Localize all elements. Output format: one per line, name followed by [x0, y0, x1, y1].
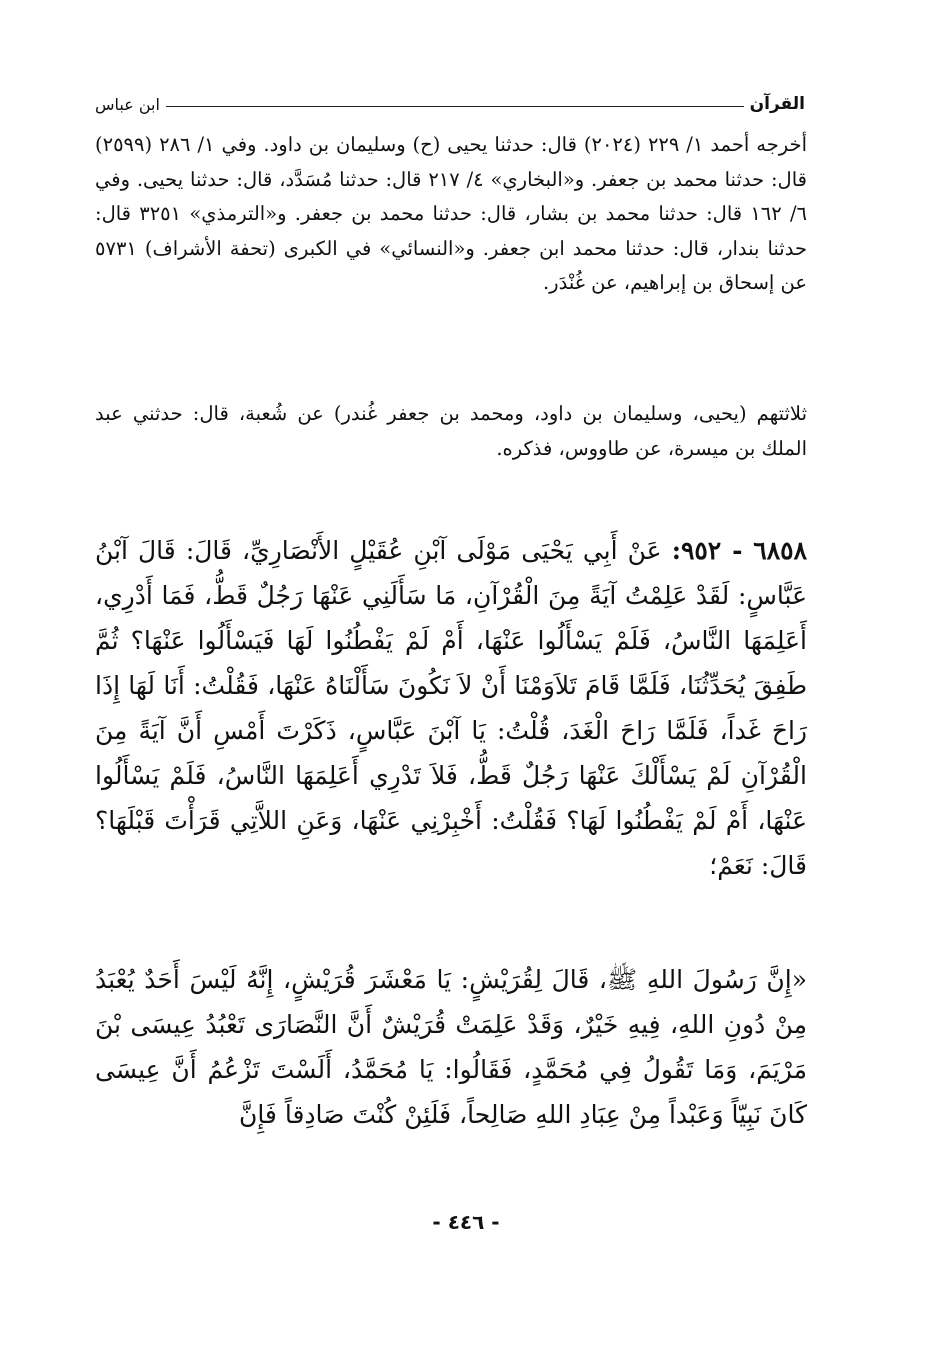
- section-title: القرآن: [749, 94, 805, 114]
- subject-title: ابن عباس: [95, 95, 160, 114]
- source-note-paragraph: ثلاثتهم (يحيى، وسليمان بن داود، ومحمد بن جعفر غُندر) عن شُعبة، قال: حدثني عبد الملك بن ميسرة، عن طاووس، فذكره.: [95, 402, 807, 460]
- hadith-body: عَنْ أَبِي يَحْيَى مَوْلَى آبْنِ عُقَيْلٍ الأَنْصَارِيِّ، قَالَ: قَالَ آبْنُ عَبَّاسٍ: لَقَدْ عَلِمْتُ آيَةً مِنَ الْقُرْآنِ، مَا سَأَلَنِي عَنْهَا رَجُلٌ قَطُّ، فَمَا أَدْرِي، أَعَلِمَهَا النَّاسُ، فَلَمْ يَسْأَلُوا عَنْهَا، أَمْ لَمْ يَفْطُنُوا لَهَا فَيَسْأَلُوا عَنْهَا؟ ثُمَّ طَفِقَ يُحَدِّثُنَا، فَلَمَّا قَامَ تَلاَوَمْنَا أَنْ لاَ نَكُونَ سَأَلْنَاهُ عَنْهَا، فَقُلْتُ: أَنَا لَهَا إِذَا رَاحَ غَداً، فَلَمَّا رَاحَ الْغَدَ، قُلْتُ: يَا آبْنَ عَبَّاسٍ، ذَكَرْتَ أَمْسِ أَنَّ آيَةً مِنَ الْقُرْآنِ لَمْ يَسْأَلْكَ عَنْهَا رَجُلٌ قَطُّ، فَلاَ تَدْرِي أَعَلِمَهَا النَّاسُ، فَلَمْ يَسْأَلُوا عَنْهَا، أَمْ لَمْ يَفْطُنُوا لَهَا؟ فَقُلْتُ: أَخْبِرْنِي عَنْهَا، وَعَنِ اللاَّتِي قَرَأْتَ قَبْلَهَا؟ قَالَ: نَعَمْ؛: [95, 536, 807, 880]
- hadith-paragraph: «إِنَّ رَسُولَ اللهِ ﷺ، قَالَ لِقُرَيْشٍ: يَا مَعْشَرَ قُرَيْشٍ، إِنَّهُ لَيْسَ أَحَدٌ يُعْبَدُ مِنْ دُونِ اللهِ، فِيهِ خَيْرٌ، وَقَدْ عَلِمَتْ قُرَيْشٌ أَنَّ النَّصَارَى تَعْبُدُ عِيسَى بْنَ مَرْيَمَ، وَمَا تَقُولُ فِي مُحَمَّدٍ، فَقَالُوا: يَا مُحَمَّدُ، أَلَسْتَ تَزْعُمُ أَنَّ عِيسَى كَانَ نَبِيّاً وَعَبْداً مِنْ عِبَادِ اللهِ صَالِحاً، فَلَئِنْ كُنْتَ صَادِقاً فَإِنَّ: [95, 965, 807, 1129]
- hadith-text: [95, 528, 807, 888]
- source-notes: [95, 128, 807, 301]
- header-rule: [166, 106, 744, 107]
- source-notes-summary: [95, 397, 807, 466]
- hadith-number: ٦٨٥٨ - ٩٥٢:: [671, 536, 807, 565]
- running-head: [95, 84, 805, 114]
- page-number: - ٤٤٦ -: [432, 1210, 500, 1234]
- hadith-text-continued: [95, 957, 807, 1137]
- source-note-paragraph: أخرجه أحمد ١/ ٢٢٩ (٢٠٢٤) قال: حدثنا يحيى (ح) وسليمان بن داود. وفي ١/ ٢٨٦ (٢٥٩٩) قال: حدثنا محمد بن جعفر. و«البخاري» ٤/ ٢١٧ قال: حدثنا مُسَدَّد، قال: حدثنا يحيى. وفي ٦/ ١٦٢ قال: حدثنا محمد بن بشار، قال: حدثنا محمد بن جعفر. و«الترمذي» ٣٢٥١ قال: حدثنا بندار، قال: حدثنا محمد ابن جعفر. و«النسائي» في الكبرى (تحفة الأشراف) ٥٧٣١ عن إسحاق بن إبراهيم، عن غُنْدَر.: [95, 133, 807, 294]
- hadith-paragraph: [95, 528, 807, 888]
